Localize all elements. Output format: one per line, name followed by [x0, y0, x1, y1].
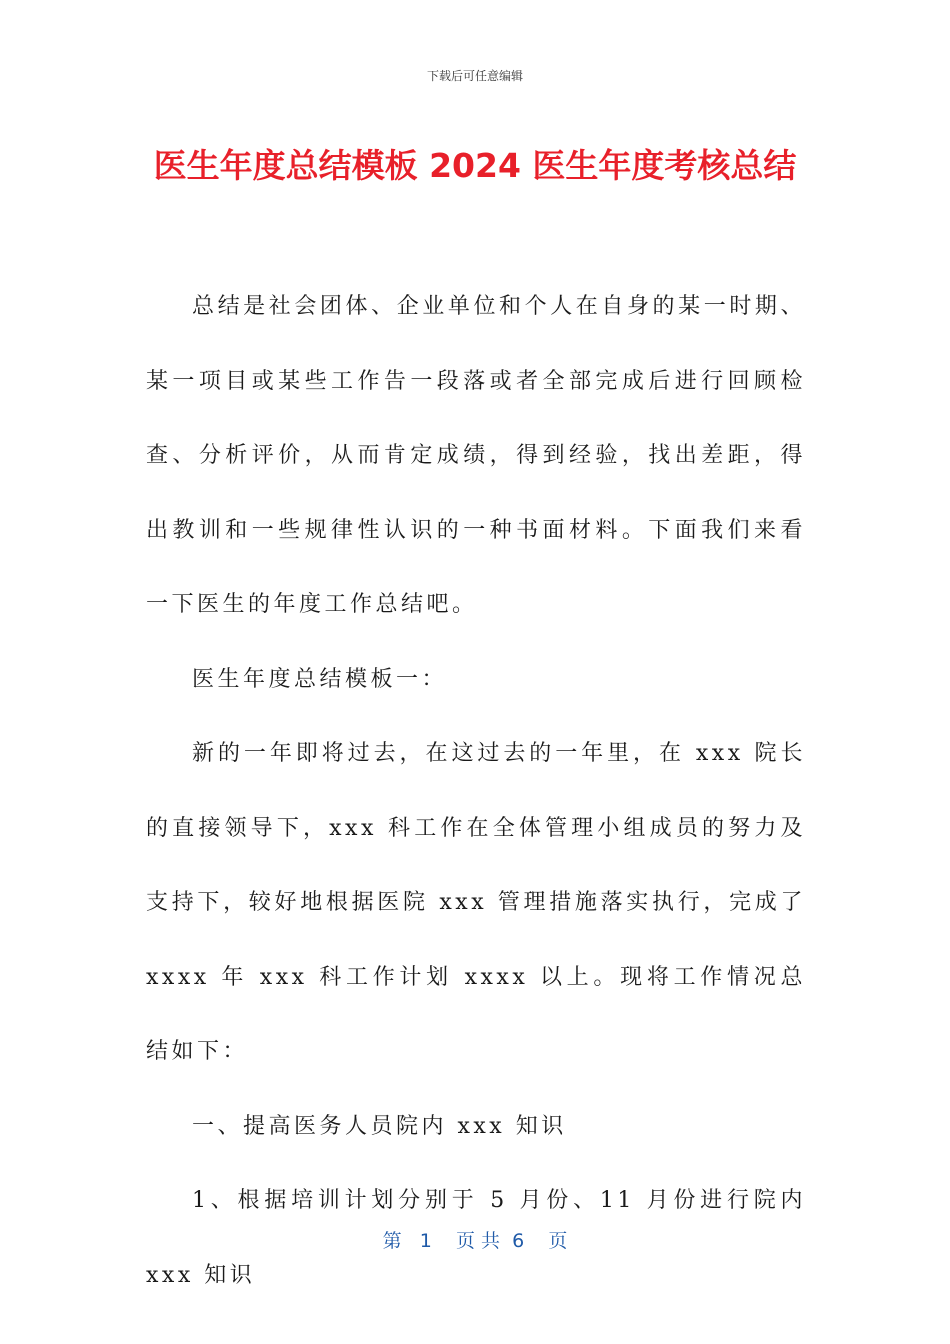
document-body [146, 270, 806, 1313]
header-note: 下载后可任意编辑 [426, 69, 523, 83]
paragraph-overview: 新的一年即将过去，在这过去的一年里，在 xxx 院长的直接领导下，xxx 科工作在全体管理小组成员的努力及支持下，较好地根据医院 xxx 管理措施落实执行，完成了 xxxx 年 xxx 科工作计划 xxxx 以上。现将工作情况总结如下： [146, 741, 806, 1064]
paragraph-section-heading: 一、提高医务人员院内 xxx 知识 [192, 1113, 567, 1139]
paragraph-template-heading: 医生年度总结模板一： [192, 666, 448, 692]
document-title: 医生年度总结模板 2024 医生年度考核总结 [153, 146, 797, 185]
paragraph-intro: 总结是社会团体、企业单位和个人在自身的某一时期、某一项目或某些工作告一段落或者全部完成后进行回顾检查、分析评价，从而肯定成绩，得到经验，找出差距，得出教训和一些规律性认识的一种书面材料。下面我们来看一下医生的年度工作总结吧。 [146, 294, 806, 617]
paragraph-item-1: 1、根据培训计划分别于 5 月份、11 月份进行院内 xxx 知识 [146, 1188, 806, 1288]
page-number: 第 1 页 共 6 页 [382, 1230, 568, 1252]
